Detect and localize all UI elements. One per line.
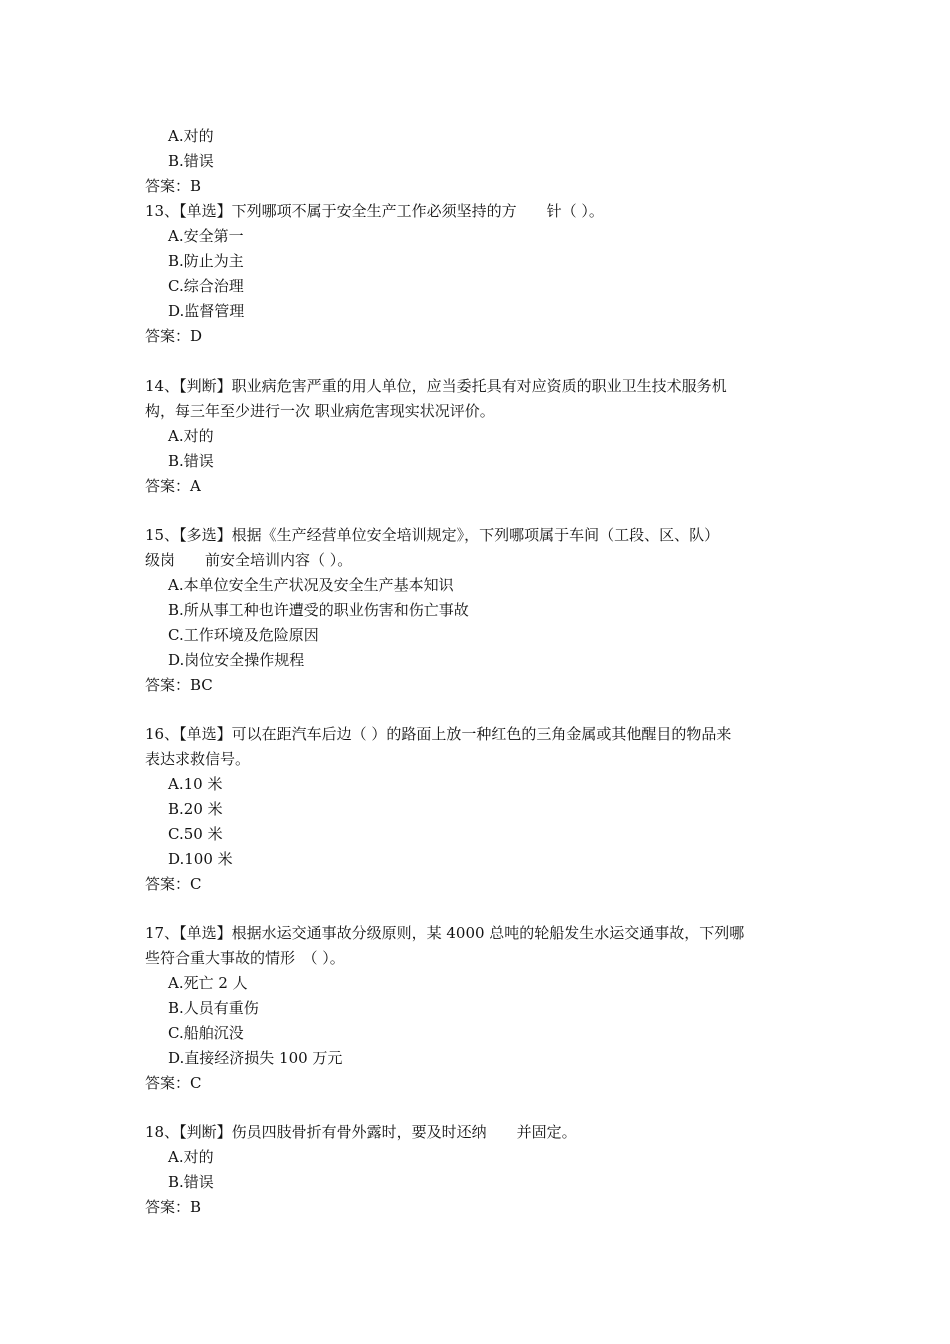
question-17-answer: 答案：C	[145, 1074, 202, 1092]
question-17-option-d: D.直接经济损失 100 万元	[168, 1049, 343, 1067]
question-13-option-a: A.安全第一	[168, 227, 244, 245]
question-15-stem-line-1: 15、【多选】根据《生产经营单位安全培训规定》，下列哪项属于车间（工段、区、队）	[145, 526, 720, 544]
question-15-option-a: A.本单位安全生产状况及安全生产基本知识	[168, 576, 454, 594]
question-16-option-a: A.10 米	[168, 775, 223, 793]
question-13-option-c: C.综合治理	[168, 277, 244, 295]
option-a: A.对的	[168, 127, 214, 145]
question-15-answer: 答案：BC	[145, 676, 213, 694]
question-16-option-d: D.100 米	[168, 850, 233, 868]
question-13-option-d: D.监督管理	[168, 302, 245, 320]
question-15-option-c: C.工作环境及危险原因	[168, 626, 319, 644]
question-16-option-b: B.20 米	[168, 800, 223, 818]
question-17-option-b: B.人员有重伤	[168, 999, 259, 1017]
question-17-stem-line-1: 17、【单选】根据水运交通事故分级原则，某 4000 总吨的轮船发生水运交通事故，下列哪	[145, 924, 745, 942]
question-17-stem-line-2: 些符合重大事故的情形 （ ）。	[145, 949, 345, 967]
question-18-option-a: A.对的	[168, 1148, 214, 1166]
option-b: B.错误	[168, 152, 214, 170]
question-16-stem-line-1: 16、【单选】可以在距汽车后边（ ）的路面上放一种红色的三角金属或其他醒目的物品来	[145, 725, 732, 743]
question-18-answer: 答案：B	[145, 1198, 202, 1216]
question-14-stem-line-2: 构，每三年至少进行一次 职业病危害现实状况评价。	[145, 402, 495, 420]
question-14-option-b: B.错误	[168, 452, 214, 470]
question-14-stem-line-1: 14、【判断】职业病危害严重的用人单位，应当委托具有对应资质的职业卫生技术服务机	[145, 377, 727, 395]
question-13-answer: 答案：D	[145, 327, 203, 345]
question-14-answer: 答案：A	[145, 477, 201, 495]
question-17-option-a: A.死亡 2 人	[168, 974, 248, 992]
question-18-stem: 18、【判断】伤员四肢骨折有骨外露时，要及时还纳 并固定。	[145, 1123, 577, 1141]
question-13-stem: 13、【单选】下列哪项不属于安全生产工作必须坚持的方 针（ ）。	[145, 202, 604, 220]
question-14-option-a: A.对的	[168, 427, 214, 445]
question-15-option-b: B.所从事工种也许遭受的职业伤害和伤亡事故	[168, 601, 469, 619]
question-16-stem-line-2: 表达求救信号。	[145, 750, 251, 768]
answer: 答案：B	[145, 177, 202, 195]
question-13-option-b: B.防止为主	[168, 252, 244, 270]
question-17-option-c: C.船舶沉没	[168, 1024, 244, 1042]
question-15-option-d: D.岗位安全操作规程	[168, 651, 305, 669]
question-18-option-b: B.错误	[168, 1173, 214, 1191]
question-15-stem-line-2: 级岗 前安全培训内容（ ）。	[145, 551, 353, 569]
question-16-answer: 答案：C	[145, 875, 202, 893]
question-16-option-c: C.50 米	[168, 825, 223, 843]
